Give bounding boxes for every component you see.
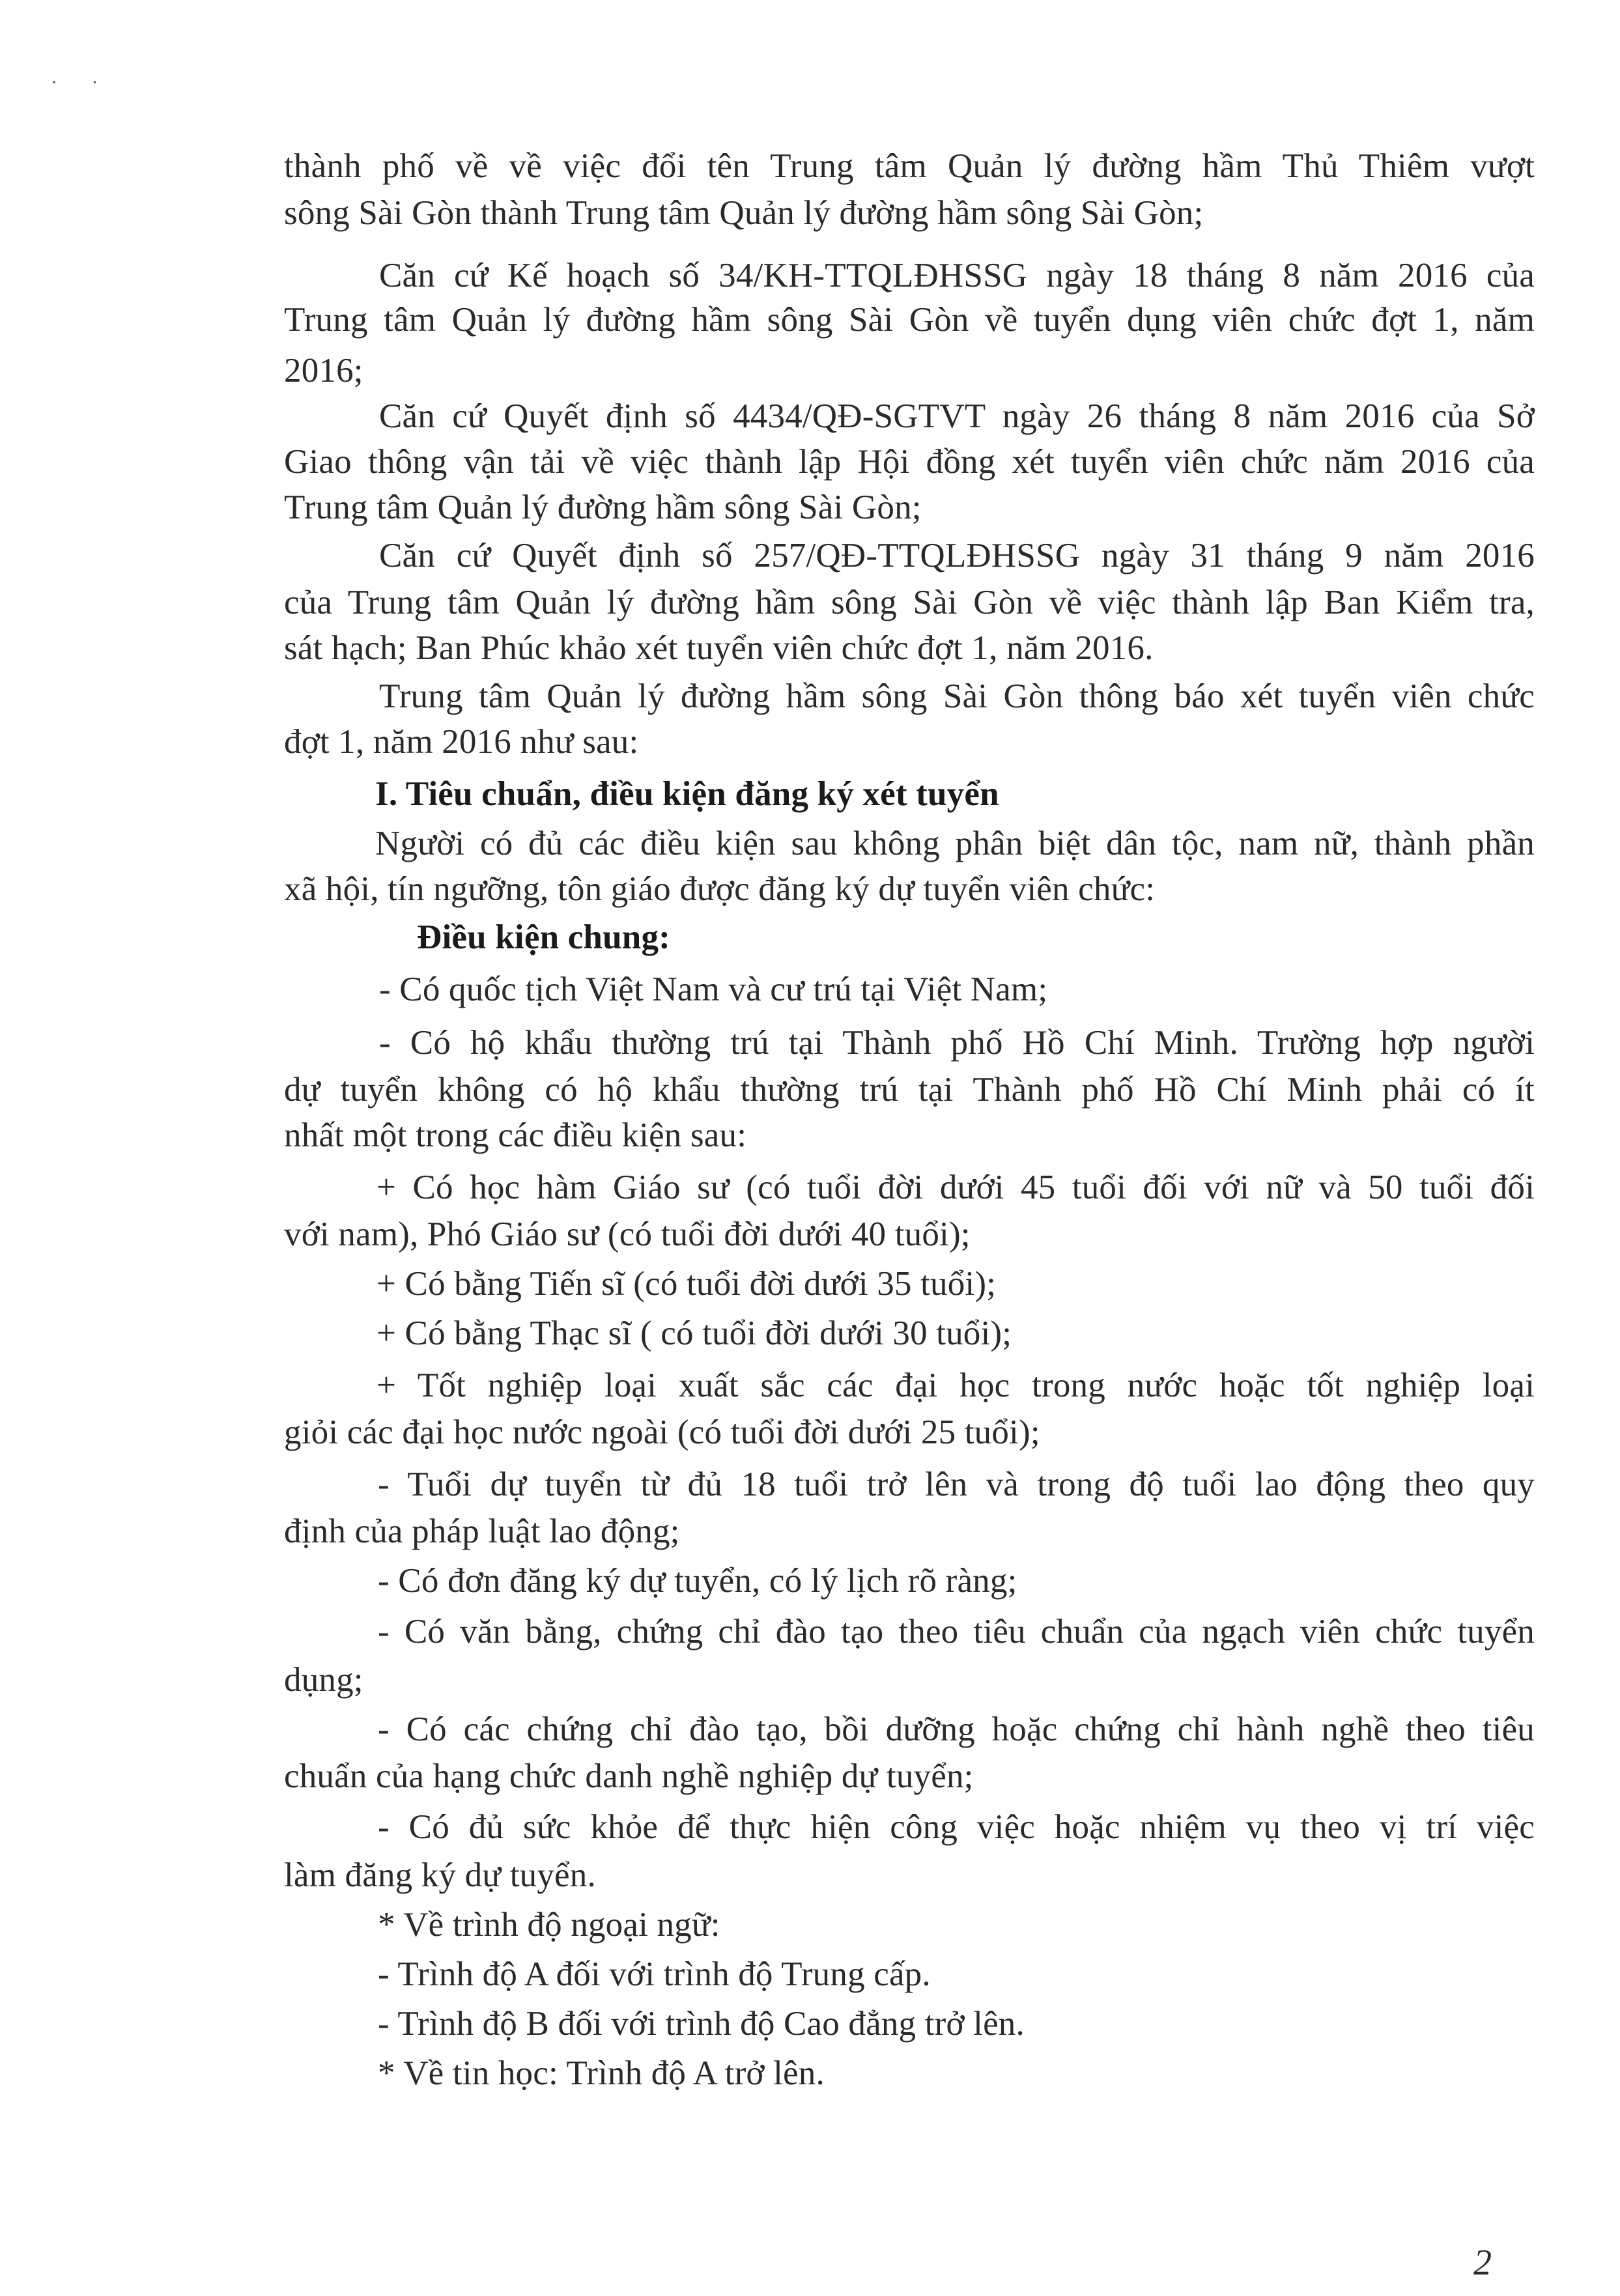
text-line-27: giỏi các đại học nước ngoài (có tuổi đời dưới 25 tuổi); (284, 1413, 1040, 1451)
text-line-3: Căn cứ Kế hoạch số 34/KH-TTQLĐHSSG ngày 18 tháng 8 năm 2016 của (379, 257, 1535, 294)
text-line-31: - Có văn bằng, chứng chỉ đào tạo theo tiêu chuẩn của ngạch viên chức tuyển (378, 1613, 1535, 1651)
page-number: 2 (1473, 2243, 1492, 2283)
text-line-8: Trung tâm Quản lý đường hầm sông Sài Gòn; (284, 489, 922, 526)
text-line-11: sát hạch; Ban Phúc khảo xét tuyển viên chức đợt 1, năm 2016. (284, 629, 1154, 667)
text-line-39: - Trình độ B đối với trình độ Cao đẳng trở lên. (378, 2005, 1025, 2043)
text-line-29: định của pháp luật lao động; (284, 1512, 680, 1550)
text-line-38: - Trình độ A đối với trình độ Trung cấp. (378, 1955, 931, 1993)
text-line-15: Người có đủ các điều kiện sau không phân biệt dân tộc, nam nữ, thành phần (375, 825, 1535, 862)
text-line-6: Căn cứ Quyết định số 4434/QĐ-SGTVT ngày 26 tháng 8 năm 2016 của Sở (379, 397, 1535, 435)
text-line-20: dự tuyển không có hộ khẩu thường trú tại Thành phố Hồ Chí Minh phải có ít (284, 1071, 1535, 1109)
text-line-35: - Có đủ sức khỏe để thực hiện công việc hoặc nhiệm vụ theo vị trí việc (378, 1808, 1535, 1846)
text-line-1: thành phố về về việc đổi tên Trung tâm Quản lý đường hầm Thủ Thiêm vượt (284, 147, 1535, 185)
text-line-23: với nam), Phó Giáo sư (có tuổi đời dưới 40 tuổi); (284, 1215, 971, 1253)
text-line-10: của Trung tâm Quản lý đường hầm sông Sài Gòn về việc thành lập Ban Kiểm tra, (284, 584, 1535, 621)
text-line-9: Căn cứ Quyết định số 257/QĐ-TTQLĐHSSG ngày 31 tháng 9 năm 2016 (379, 537, 1535, 574)
text-line-12: Trung tâm Quản lý đường hầm sông Sài Gòn thông báo xét tuyển viên chức (379, 677, 1535, 715)
text-line-34: chuẩn của hạng chức danh nghề nghiệp dự tuyển; (284, 1757, 974, 1795)
text-line-7: Giao thông vận tải về việc thành lập Hội đồng xét tuyển viên chức năm 2016 của (284, 443, 1535, 481)
subheading-general-conditions: Điều kiện chung: (417, 918, 671, 956)
text-line-25: + Có bằng Thạc sĩ ( có tuổi đời dưới 30 tuổi); (377, 1314, 1012, 1352)
text-line-22: + Có học hàm Giáo sư (có tuổi đời dưới 45 tuổi đối với nữ và 50 tuổi đối (377, 1169, 1535, 1206)
text-line-30: - Có đơn đăng ký dự tuyển, có lý lịch rõ ràng; (378, 1562, 1017, 1600)
text-line-26: + Tốt nghiệp loại xuất sắc các đại học trong nước hoặc tốt nghiệp loại (377, 1367, 1535, 1404)
text-line-40: * Về tin học: Trình độ A trở lên. (378, 2054, 825, 2092)
text-line-16: xã hội, tín ngưỡng, tôn giáo được đăng ký dự tuyển viên chức: (284, 870, 1156, 908)
text-line-37: * Về trình độ ngoại ngữ: (378, 1906, 720, 1944)
text-line-19: - Có hộ khẩu thường trú tại Thành phố Hồ Chí Minh. Trường hợp người (379, 1024, 1535, 1062)
text-line-18: - Có quốc tịch Việt Nam và cư trú tại Việt Nam; (379, 971, 1048, 1008)
text-line-13: đợt 1, năm 2016 như sau: (284, 723, 639, 761)
section-heading-1: I. Tiêu chuẩn, điều kiện đăng ký xét tuyển (375, 775, 999, 813)
text-line-36: làm đăng ký dự tuyển. (284, 1856, 596, 1894)
text-line-28: - Tuổi dự tuyển từ đủ 18 tuổi trở lên và trong độ tuổi lao động theo quy (378, 1466, 1535, 1503)
text-line-32: dụng; (284, 1661, 363, 1699)
scan-specks: · · (51, 72, 98, 93)
text-line-33: - Có các chứng chỉ đào tạo, bồi dưỡng hoặc chứng chỉ hành nghề theo tiêu (378, 1710, 1535, 1748)
text-line-21: nhất một trong các điều kiện sau: (284, 1116, 747, 1154)
text-line-4: Trung tâm Quản lý đường hầm sông Sài Gòn về tuyển dụng viên chức đợt 1, năm (284, 301, 1535, 339)
text-line-5: 2016; (284, 352, 363, 390)
text-line-24: + Có bằng Tiến sĩ (có tuổi đời dưới 35 tuổi); (377, 1265, 997, 1303)
text-line-2: sông Sài Gòn thành Trung tâm Quản lý đường hầm sông Sài Gòn; (284, 194, 1204, 232)
